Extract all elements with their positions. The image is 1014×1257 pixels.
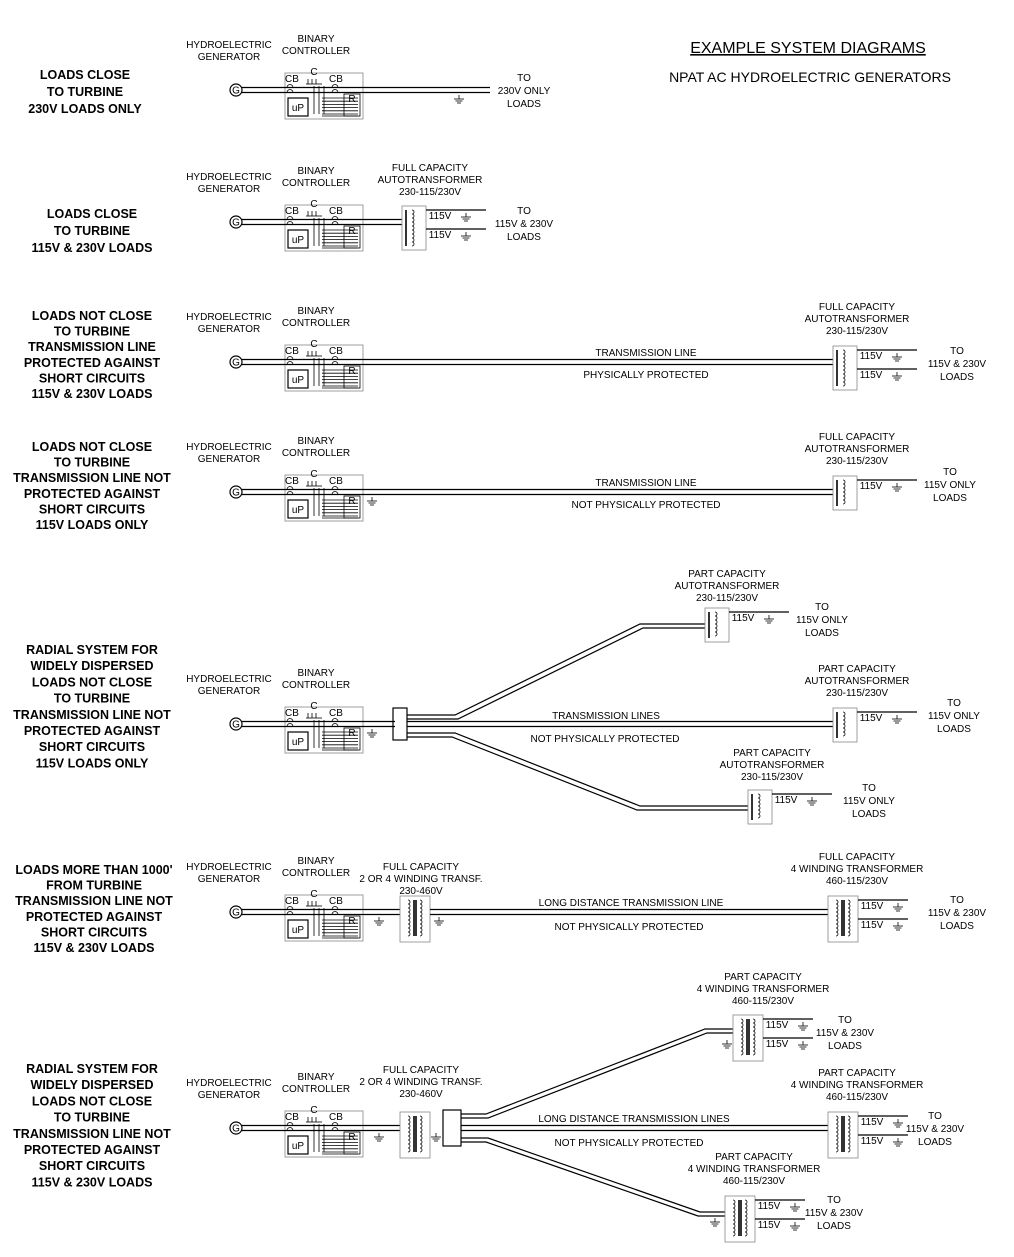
line-label: TRANSMISSION LINE xyxy=(595,348,697,359)
system-description: FROM TURBINE xyxy=(46,878,142,893)
transformer-label: 230-115/230V xyxy=(825,456,889,467)
winding xyxy=(836,900,838,936)
transformer-box xyxy=(733,1015,763,1061)
r-label: R xyxy=(348,226,356,237)
load-label: TO xyxy=(827,1195,841,1206)
tap-voltage: 115V xyxy=(859,713,883,724)
transformer-label: PART CAPACITY xyxy=(818,1068,896,1079)
system-description: 115V LOADS ONLY xyxy=(35,756,149,771)
winding xyxy=(753,1019,755,1055)
winding xyxy=(758,794,760,818)
transformer-label: PART CAPACITY xyxy=(688,569,766,580)
ground-icon xyxy=(893,1119,903,1127)
tap-voltage: 115V xyxy=(859,481,883,492)
generator-icon xyxy=(230,486,242,499)
up-label: uP xyxy=(291,103,305,114)
load-label: 115V ONLY xyxy=(843,796,895,807)
system-5 xyxy=(13,569,980,824)
line-label: LONG DISTANCE TRANSMISSION LINE xyxy=(538,898,724,909)
generator-symbol: G xyxy=(232,357,240,369)
up-label: uP xyxy=(291,375,305,386)
load-label: TO xyxy=(950,346,964,357)
transformer-label: FULL CAPACITY xyxy=(818,852,896,863)
winding xyxy=(843,712,845,736)
transformer-label: PART CAPACITY xyxy=(724,972,802,983)
system-description: LOADS CLOSE xyxy=(46,207,138,221)
generator-label: HYDROELECTRIC xyxy=(186,312,272,323)
r-label: R xyxy=(348,496,356,507)
branch-line xyxy=(461,1033,733,1118)
winding xyxy=(836,1116,838,1152)
load-label: LOADS xyxy=(852,809,886,820)
transformer-label: 230-115/230V xyxy=(398,187,462,198)
controller-label: CONTROLLER xyxy=(281,178,351,189)
system-1 xyxy=(28,34,550,119)
load-label: LOADS xyxy=(817,1221,851,1232)
transformer-box xyxy=(828,896,858,942)
system-description: PROTECTED AGAINST xyxy=(23,486,161,501)
cb-label: CB xyxy=(329,708,343,719)
controller-label: BINARY xyxy=(297,1072,335,1083)
load-label: 115V & 230V xyxy=(804,1208,864,1219)
transformer-label: 230-115/230V xyxy=(740,772,804,783)
ground-icon xyxy=(893,903,903,911)
generator-label: GENERATOR xyxy=(197,184,261,195)
load-label: TO xyxy=(517,73,531,84)
load-label: LOADS xyxy=(937,724,971,735)
tap-voltage: 115V xyxy=(774,795,798,806)
junction-box xyxy=(443,1110,461,1146)
system-description: TRANSMISSION LINE NOT xyxy=(13,707,171,722)
cb-label: CB xyxy=(285,896,299,907)
winding xyxy=(408,1116,410,1152)
transformer-label: AUTOTRANSFORMER xyxy=(804,676,910,687)
system-description: TO TURBINE xyxy=(53,324,131,339)
transformer-label: AUTOTRANSFORMER xyxy=(377,175,483,186)
system-description: SHORT CIRCUITS xyxy=(38,502,146,517)
system-4 xyxy=(13,432,976,532)
breaker-icon xyxy=(287,85,293,93)
controller-label: BINARY xyxy=(297,856,335,867)
transformer-label: FULL CAPACITY xyxy=(818,302,896,313)
transformer-label: 4 WINDING TRANSFORMER xyxy=(696,984,830,995)
load-label: TO xyxy=(838,1015,852,1026)
system-description: TO TURBINE xyxy=(53,455,131,470)
winding xyxy=(420,1116,422,1152)
system-description: TRANSMISSION LINE NOT xyxy=(13,471,171,486)
transformer-label: 4 WINDING TRANSFORMER xyxy=(790,1080,924,1091)
up-label: uP xyxy=(291,1141,305,1152)
ground-icon xyxy=(367,497,377,505)
transformer-label: AUTOTRANSFORMER xyxy=(719,760,825,771)
ground-icon xyxy=(454,95,464,103)
transformer-label: PART CAPACITY xyxy=(715,1152,793,1163)
system-description: LOADS NOT CLOSE xyxy=(31,1094,153,1109)
ground-icon xyxy=(892,353,902,361)
c-label: C xyxy=(310,67,318,78)
up-label: uP xyxy=(291,505,305,516)
controller-label: CONTROLLER xyxy=(281,448,351,459)
transformer-box xyxy=(400,1112,430,1158)
generator-symbol: G xyxy=(232,217,240,229)
system-description: 230V LOADS ONLY xyxy=(28,102,142,116)
breaker-icon xyxy=(287,719,293,727)
generator-icon xyxy=(230,216,242,229)
generator-label: HYDROELECTRIC xyxy=(186,1078,272,1089)
ground-icon xyxy=(892,715,902,723)
transformer-label: PART CAPACITY xyxy=(818,664,896,675)
system-2 xyxy=(32,163,554,255)
system-description: PROTECTED AGAINST xyxy=(25,909,163,924)
transformer-label: FULL CAPACITY xyxy=(382,862,460,873)
controller-label: BINARY xyxy=(297,306,335,317)
system-description: SHORT CIRCUITS xyxy=(38,740,146,755)
generator-symbol: G xyxy=(232,907,240,919)
load-label: TO xyxy=(815,602,829,613)
load-label: TO xyxy=(950,895,964,906)
controller-label: CONTROLLER xyxy=(281,318,351,329)
system-description: TRANSMISSION LINE NOT xyxy=(15,894,173,909)
system-description: PROTECTED AGAINST xyxy=(23,1143,161,1157)
system-description: SHORT CIRCUITS xyxy=(40,925,148,940)
c-label: C xyxy=(310,1105,318,1116)
ground-icon xyxy=(461,232,471,240)
cb-label: CB xyxy=(329,476,343,487)
winding xyxy=(733,1200,735,1236)
transformer-box xyxy=(400,896,430,942)
system-description: PROTECTED AGAINST xyxy=(23,724,161,738)
c-label: C xyxy=(310,339,318,350)
system-description: 115V LOADS ONLY xyxy=(35,518,149,532)
tap-voltage: 115V xyxy=(428,230,452,241)
system-7 xyxy=(13,972,964,1242)
cb-label: CB xyxy=(285,1112,299,1123)
system-description: TO TURBINE xyxy=(53,1110,131,1125)
generator-icon xyxy=(230,906,242,919)
ground-icon xyxy=(893,922,903,930)
breaker-icon xyxy=(287,907,293,915)
load-label: LOADS xyxy=(805,628,839,639)
system-description: LOADS CLOSE xyxy=(39,68,131,82)
branch-line xyxy=(407,624,705,715)
load-label: 115V ONLY xyxy=(796,615,848,626)
c-label: C xyxy=(310,199,318,210)
load-label: 230V ONLY xyxy=(497,86,551,97)
r-label: R xyxy=(348,94,356,105)
generator-label: HYDROELECTRIC xyxy=(186,674,272,685)
ground-icon xyxy=(798,1041,808,1049)
branch-line xyxy=(461,1029,733,1114)
system-description: LOADS NOT CLOSE xyxy=(31,309,153,323)
c-label: C xyxy=(310,889,318,900)
generator-icon xyxy=(230,356,242,369)
winding xyxy=(408,900,410,936)
generator-label: GENERATOR xyxy=(197,1090,261,1101)
transformer-label: 460-115/230V xyxy=(825,876,889,887)
load-label: LOADS xyxy=(940,372,974,383)
winding xyxy=(745,1200,747,1236)
winding xyxy=(843,480,845,504)
load-label: 115V & 230V xyxy=(905,1124,965,1135)
breaker-icon xyxy=(332,719,338,727)
breaker-icon xyxy=(287,1123,293,1131)
load-label: 115V & 230V xyxy=(815,1028,875,1039)
controller-label: CONTROLLER xyxy=(281,1084,351,1095)
c-label: C xyxy=(310,701,318,712)
tap-voltage: 115V xyxy=(860,1117,884,1128)
cb-label: CB xyxy=(285,74,299,85)
load-label: LOADS xyxy=(507,99,541,110)
breaker-icon xyxy=(287,357,293,365)
load-label: TO xyxy=(943,467,957,478)
cb-label: CB xyxy=(329,1112,343,1123)
winding xyxy=(715,612,717,636)
controller-label: CONTROLLER xyxy=(281,680,351,691)
tap-voltage: 115V xyxy=(765,1039,789,1050)
load-label: TO xyxy=(928,1111,942,1122)
tap-voltage: 115V xyxy=(859,351,883,362)
controller-label: BINARY xyxy=(297,166,335,177)
tap-voltage: 115V xyxy=(757,1220,781,1231)
page-subtitle: NPAT AC HYDROELECTRIC GENERATORS xyxy=(669,69,951,85)
system-description: 115V & 230V LOADS xyxy=(31,387,153,401)
line-label: NOT PHYSICALLY PROTECTED xyxy=(554,922,704,933)
ground-icon xyxy=(374,1133,384,1141)
ground-icon xyxy=(722,1040,732,1048)
winding xyxy=(741,1019,743,1055)
controller-label: BINARY xyxy=(297,436,335,447)
generator-label: GENERATOR xyxy=(197,52,261,63)
system-description: TRANSMISSION LINE NOT xyxy=(13,1126,171,1141)
generator-icon xyxy=(230,84,242,97)
load-label: LOADS xyxy=(828,1041,862,1052)
controller-label: BINARY xyxy=(297,34,335,45)
winding xyxy=(848,1116,850,1152)
ground-icon xyxy=(434,917,444,925)
ground-icon xyxy=(461,213,471,221)
load-label: TO xyxy=(862,783,876,794)
transformer-label: 2 OR 4 WINDING TRANSF. xyxy=(359,874,483,885)
system-description: WIDELY DISPERSED xyxy=(30,659,154,674)
line-label: NOT PHYSICALLY PROTECTED xyxy=(571,500,721,511)
transformer-box xyxy=(725,1196,755,1242)
transformer-label: FULL CAPACITY xyxy=(818,432,896,443)
up-label: uP xyxy=(291,235,305,246)
transformer-label: AUTOTRANSFORMER xyxy=(804,314,910,325)
load-label: LOADS xyxy=(933,493,967,504)
generator-label: GENERATOR xyxy=(197,324,261,335)
transformer-box xyxy=(828,1112,858,1158)
tap-voltage: 115V xyxy=(428,211,452,222)
cb-label: CB xyxy=(285,206,299,217)
tap-voltage: 115V xyxy=(757,1201,781,1212)
generator-symbol: G xyxy=(232,85,240,97)
load-label: 115V & 230V xyxy=(927,908,987,919)
system-description: PROTECTED AGAINST xyxy=(23,355,161,370)
cb-label: CB xyxy=(329,206,343,217)
ground-icon xyxy=(367,729,377,737)
winding xyxy=(412,210,414,246)
transformer-label: FULL CAPACITY xyxy=(391,163,469,174)
winding xyxy=(420,900,422,936)
ground-icon xyxy=(892,372,902,380)
load-label: LOADS xyxy=(507,232,541,243)
generator-label: GENERATOR xyxy=(197,686,261,697)
branch-line xyxy=(461,1138,725,1212)
ground-icon xyxy=(710,1218,720,1226)
ground-icon xyxy=(790,1222,800,1230)
controller-label: CONTROLLER xyxy=(281,46,351,57)
generator-label: GENERATOR xyxy=(197,454,261,465)
controller-label: CONTROLLER xyxy=(281,868,351,879)
load-label: 115V & 230V xyxy=(494,219,554,230)
transformer-label: 4 WINDING TRANSFORMER xyxy=(790,864,924,875)
system-description: TO TURBINE xyxy=(46,85,124,99)
junction-box xyxy=(393,708,407,740)
controller-label: BINARY xyxy=(297,668,335,679)
line-label: LONG DISTANCE TRANSMISSION LINES xyxy=(538,1114,730,1125)
cb-label: CB xyxy=(285,708,299,719)
system-6 xyxy=(15,852,986,955)
breaker-icon xyxy=(332,217,338,225)
winding xyxy=(843,350,845,386)
load-label: 115V ONLY xyxy=(924,480,976,491)
system-description: TO TURBINE xyxy=(53,691,131,706)
transformer-label: 460-115/230V xyxy=(731,996,795,1007)
cb-label: CB xyxy=(329,896,343,907)
transformer-label: AUTOTRANSFORMER xyxy=(674,581,780,592)
system-description: RADIAL SYSTEM FOR xyxy=(26,643,158,657)
breaker-icon xyxy=(332,487,338,495)
ground-icon xyxy=(431,1133,441,1141)
winding xyxy=(848,900,850,936)
load-label: LOADS xyxy=(940,921,974,932)
generator-symbol: G xyxy=(232,487,240,499)
system-description: SHORT CIRCUITS xyxy=(38,371,146,386)
system-description: LOADS NOT CLOSE xyxy=(31,675,153,690)
generator-label: HYDROELECTRIC xyxy=(186,442,272,453)
c-label: C xyxy=(310,469,318,480)
generator-symbol: G xyxy=(232,1123,240,1135)
line-label: TRANSMISSION LINES xyxy=(552,711,660,722)
transformer-label: 4 WINDING TRANSFORMER xyxy=(687,1164,821,1175)
ground-icon xyxy=(892,483,902,491)
line-label: NOT PHYSICALLY PROTECTED xyxy=(554,1138,704,1149)
generator-label: HYDROELECTRIC xyxy=(186,40,272,51)
system-description: 115V & 230V LOADS xyxy=(33,941,155,955)
system-description: TO TURBINE xyxy=(53,224,131,238)
branch-line xyxy=(461,1142,725,1216)
tap-voltage: 115V xyxy=(860,901,884,912)
generator-icon xyxy=(230,1122,242,1135)
transformer-label: FULL CAPACITY xyxy=(382,1065,460,1076)
transformer-label: 230-115/230V xyxy=(825,326,889,337)
system-description: RADIAL SYSTEM FOR xyxy=(26,1062,158,1076)
ground-icon xyxy=(790,1203,800,1211)
line-label: NOT PHYSICALLY PROTECTED xyxy=(530,734,680,745)
transformer-label: PART CAPACITY xyxy=(733,748,811,759)
load-label: 115V & 230V xyxy=(927,359,987,370)
load-label: TO xyxy=(517,206,531,217)
breaker-icon xyxy=(287,217,293,225)
tap-voltage: 115V xyxy=(860,920,884,931)
up-label: uP xyxy=(291,737,305,748)
system-description: WIDELY DISPERSED xyxy=(30,1078,154,1093)
system-3 xyxy=(24,302,987,401)
transformer-label: 230-460V xyxy=(399,1089,443,1100)
transformer-label: 230-115/230V xyxy=(825,688,889,699)
tap-voltage: 115V xyxy=(765,1020,789,1031)
ground-icon xyxy=(764,615,774,623)
cb-label: CB xyxy=(329,74,343,85)
cb-label: CB xyxy=(285,346,299,357)
tap-voltage: 115V xyxy=(860,1136,884,1147)
tap-voltage: 115V xyxy=(731,613,755,624)
cb-label: CB xyxy=(285,476,299,487)
load-label: TO xyxy=(947,698,961,709)
r-label: R xyxy=(348,366,356,377)
system-description: 115V & 230V LOADS xyxy=(31,241,153,255)
generator-symbol: G xyxy=(232,719,240,731)
system-description: LOADS MORE THAN 1000' xyxy=(15,863,173,877)
cb-label: CB xyxy=(329,346,343,357)
ground-icon xyxy=(798,1022,808,1030)
transformer-label: 460-115/230V xyxy=(722,1176,786,1187)
generator-label: HYDROELECTRIC xyxy=(186,862,272,873)
page-title: EXAMPLE SYSTEM DIAGRAMS xyxy=(690,40,926,57)
ground-icon xyxy=(374,917,384,925)
transformer-label: 2 OR 4 WINDING TRANSF. xyxy=(359,1077,483,1088)
branch-line xyxy=(407,737,748,810)
transformer-label: AUTOTRANSFORMER xyxy=(804,444,910,455)
ground-icon xyxy=(807,797,817,805)
line-label: PHYSICALLY PROTECTED xyxy=(583,370,709,381)
tap-voltage: 115V xyxy=(859,370,883,381)
system-description: SHORT CIRCUITS xyxy=(38,1159,146,1174)
generator-label: GENERATOR xyxy=(197,874,261,885)
ground-icon xyxy=(893,1138,903,1146)
breaker-icon xyxy=(332,357,338,365)
load-label: 115V ONLY xyxy=(928,711,980,722)
breaker-icon xyxy=(332,907,338,915)
r-label: R xyxy=(348,728,356,739)
generator-icon xyxy=(230,718,242,731)
up-label: uP xyxy=(291,925,305,936)
transformer-label: 230-460V xyxy=(399,886,443,897)
line-label: TRANSMISSION LINE xyxy=(595,478,697,489)
branch-line xyxy=(407,628,705,719)
breaker-icon xyxy=(332,85,338,93)
load-label: LOADS xyxy=(918,1137,952,1148)
r-label: R xyxy=(348,916,356,927)
system-description: TRANSMISSION LINE xyxy=(28,340,156,355)
system-description: 115V & 230V LOADS xyxy=(31,1175,153,1190)
system-description: LOADS NOT CLOSE xyxy=(31,440,153,454)
transformer-label: 230-115/230V xyxy=(695,593,759,604)
transformer-label: 460-115/230V xyxy=(825,1092,889,1103)
generator-label: HYDROELECTRIC xyxy=(186,172,272,183)
breaker-icon xyxy=(332,1123,338,1131)
breaker-icon xyxy=(287,487,293,495)
r-label: R xyxy=(348,1132,356,1143)
